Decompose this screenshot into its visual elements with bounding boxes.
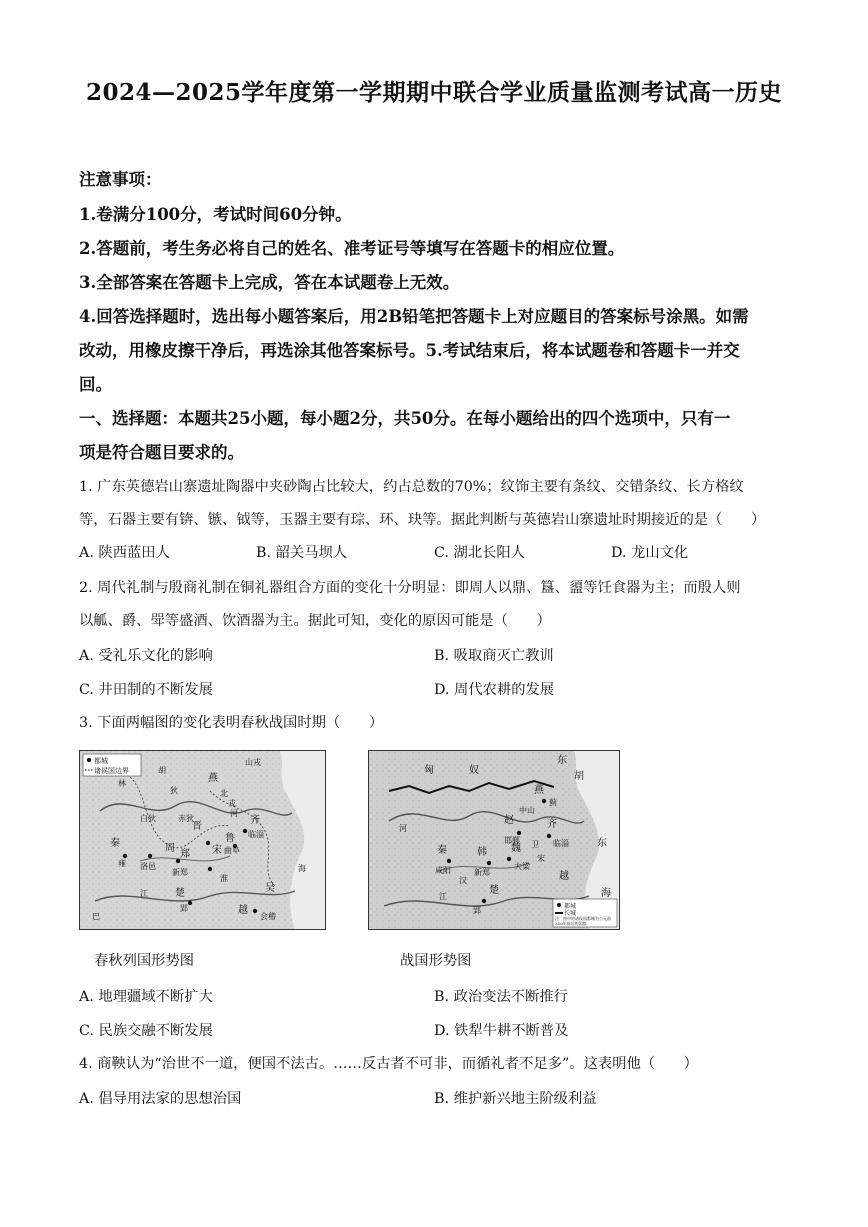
q1-option-c: C. 湖北长阳人 — [434, 545, 526, 561]
q2-stem-cont: 以觚、爵、斝等盛酒、饮酒器为主。据此可知，变化的原因可能是（ ） — [79, 613, 551, 629]
spring-autumn-map — [79, 750, 326, 930]
map1-label: 晋 — [192, 821, 202, 832]
q2-option-a: A. 受礼乐文化的影响 — [79, 648, 213, 664]
map1-label: 山戎 — [245, 758, 261, 767]
map1-label: 吴 — [265, 883, 275, 894]
map1-legend-border: 诸侯国边界 — [94, 767, 129, 775]
map1-label: 周 — [165, 843, 175, 854]
q3-option-c: C. 民族交融不断发展 — [79, 1023, 213, 1039]
notice-item-2: 2.答题前，考生务必将自己的姓名、准考证号等填写在答题卡的相应位置。 — [79, 239, 625, 258]
map2-label: 赵 — [504, 815, 514, 826]
map1-label: 秦 — [110, 838, 120, 849]
map2-label: 汉 — [459, 876, 467, 885]
map2-label: 海 — [601, 888, 611, 899]
map2-label: 河 — [399, 824, 407, 833]
section-heading-cont: 项是符合题目要求的。 — [79, 443, 244, 462]
map2-label: 蓟 — [549, 798, 557, 807]
map2-label: 秦 — [437, 845, 447, 856]
map2-label: 齐 — [547, 819, 557, 830]
map1-label: 海 — [298, 864, 306, 873]
map1-label: 巴 — [92, 912, 100, 921]
map1-label: 北 — [220, 789, 228, 798]
map2-label: 魏 — [511, 843, 521, 854]
map1-label: 洛邑 — [140, 862, 156, 871]
q3-option-d: D. 铁犁牛耕不断普及 — [434, 1023, 569, 1039]
q1-stem-cont: 等，石器主要有锛、镞、钺等，玉器主要有琮、环、玦等。据此判断与英德岩山寨遗址时期接近的是（ ） — [79, 512, 766, 528]
map2-label: 胡 — [574, 771, 584, 782]
map2-label: 燕 — [534, 785, 544, 796]
map1-label: 曲阜 — [224, 846, 240, 855]
map1-label: 胡 — [158, 766, 166, 775]
map1-label: 燕 — [208, 773, 218, 784]
q3-option-b: B. 政治变法不断推行 — [434, 989, 568, 1005]
map1-label: 戎 — [228, 799, 236, 808]
map1-label: 郢 — [180, 904, 188, 913]
notice-item-4-end: 回。 — [79, 375, 112, 394]
map2-label: 卫 — [531, 840, 539, 849]
map2-label: 宋 — [537, 854, 545, 863]
map2-label: 中山 — [519, 806, 535, 815]
map1-label: 鲁 — [225, 833, 235, 844]
notice-item-1: 1.卷满分100分，考试时间60分钟。 — [79, 205, 352, 224]
map2-caption: 战国形势图 — [400, 953, 472, 969]
map2-label: 临淄 — [553, 839, 569, 848]
q2-option-b: B. 吸取商灭亡教训 — [434, 648, 554, 664]
page-title: 2024—2025学年度第一学期期中联合学业质量监测考试高一历史 — [85, 79, 783, 106]
map1-label: 临淄 — [248, 830, 264, 839]
map1-label: 宋 — [212, 845, 222, 856]
map1-label: 江 — [140, 889, 148, 898]
map2-label: 楚 — [489, 885, 499, 896]
map1-legend-capital: 都城 — [94, 757, 108, 765]
map2-label: 咸阳 — [435, 866, 451, 875]
map2-label: 新郑 — [474, 868, 490, 877]
q3-option-a: A. 地理疆域不断扩大 — [79, 989, 213, 1005]
map1-label: 赤狄 — [178, 814, 194, 823]
map2-label: 大梁 — [514, 862, 530, 871]
map2-label: 郢 — [473, 906, 481, 915]
map1-label: 狄 — [170, 786, 178, 795]
map2-label: 江 — [439, 892, 447, 901]
notice-heading: 注意事项： — [79, 170, 162, 189]
q2-option-c: C. 井田制的不断发展 — [79, 682, 213, 698]
map2-label: 邯郸 — [504, 836, 520, 845]
notice-item-3: 3.全部答案在答题卡上完成，答在本试题卷上无效。 — [79, 273, 460, 292]
map2-legend-note: 注：图中的诸侯国都城为公元前350年前后的国都 — [555, 916, 611, 926]
map1-label: 白狄 — [140, 814, 156, 823]
q1-option-a: A. 陕西蓝田人 — [79, 545, 170, 561]
map2-label: 奴 — [469, 765, 479, 776]
map2-label: 东 — [557, 755, 567, 766]
map1-label: 新郑 — [172, 868, 188, 877]
notice-item-4: 4.回答选择题时，选出每小题答案后，用2B铅笔把答题卡上对应题目的答案标号涂黑。如需 — [79, 307, 749, 326]
q2-stem: 2. 周代礼制与殷商礼制在铜礼器组合方面的变化十分明显：即周人以鼎、簋、盨等饪食器为主；而殷人则 — [79, 580, 741, 596]
q4-option-b: B. 维护新兴地主阶级利益 — [434, 1091, 597, 1107]
q4-stem: 4. 商鞅认为“治世不一道，便国不法古。……反古者不可非，而循礼者不足多”。这表明他（ ） — [79, 1056, 698, 1072]
map1-label: 齐 — [250, 815, 260, 826]
map1-caption: 春秋列国形势图 — [94, 953, 195, 969]
map1-label: 楚 — [175, 888, 185, 899]
notice-item-4-cont: 改动，用橡皮擦干净后，再选涂其他答案标号。5.考试结束后，将本试题卷和答题卡一并交 — [79, 341, 740, 360]
map2-label: 匈 — [424, 765, 434, 776]
map1-label: 会稽 — [260, 912, 276, 921]
q2-option-d: D. 周代农耕的发展 — [434, 682, 555, 698]
map2-legend-wall: 长城 — [564, 910, 577, 917]
q1-stem: 1. 广东英德岩山寨遗址陶器中夹砂陶占比较大，约占总数的70%；纹饰主要有条纹、交错条纹、长方格纹 — [79, 479, 744, 495]
map1-label: 郑 — [180, 849, 190, 860]
q1-option-d: D. 龙山文化 — [611, 545, 689, 561]
map1-label: 河 — [230, 809, 238, 818]
map2-label: 韩 — [477, 847, 487, 858]
q4-option-a: A. 倡导用法家的思想治国 — [79, 1091, 242, 1107]
map1-label: 林 — [118, 779, 126, 788]
section-heading: 一、选择题：本题共25小题，每小题2分，共50分。在每小题给出的四个选项中，只有一 — [79, 409, 731, 428]
warring-states-map — [368, 750, 620, 930]
map1-label: 雍 — [118, 859, 126, 868]
map2-label: 东 — [597, 838, 607, 849]
map1-label: 淮 — [220, 874, 228, 883]
map1-label: 越 — [238, 905, 248, 916]
q3-stem: 3. 下面两幅图的变化表明春秋战国时期（ ） — [79, 715, 384, 731]
map2-legend-capital: 都城 — [564, 903, 577, 910]
map2-label: 越 — [559, 871, 569, 882]
q1-option-b: B. 韶关马坝人 — [256, 545, 348, 561]
